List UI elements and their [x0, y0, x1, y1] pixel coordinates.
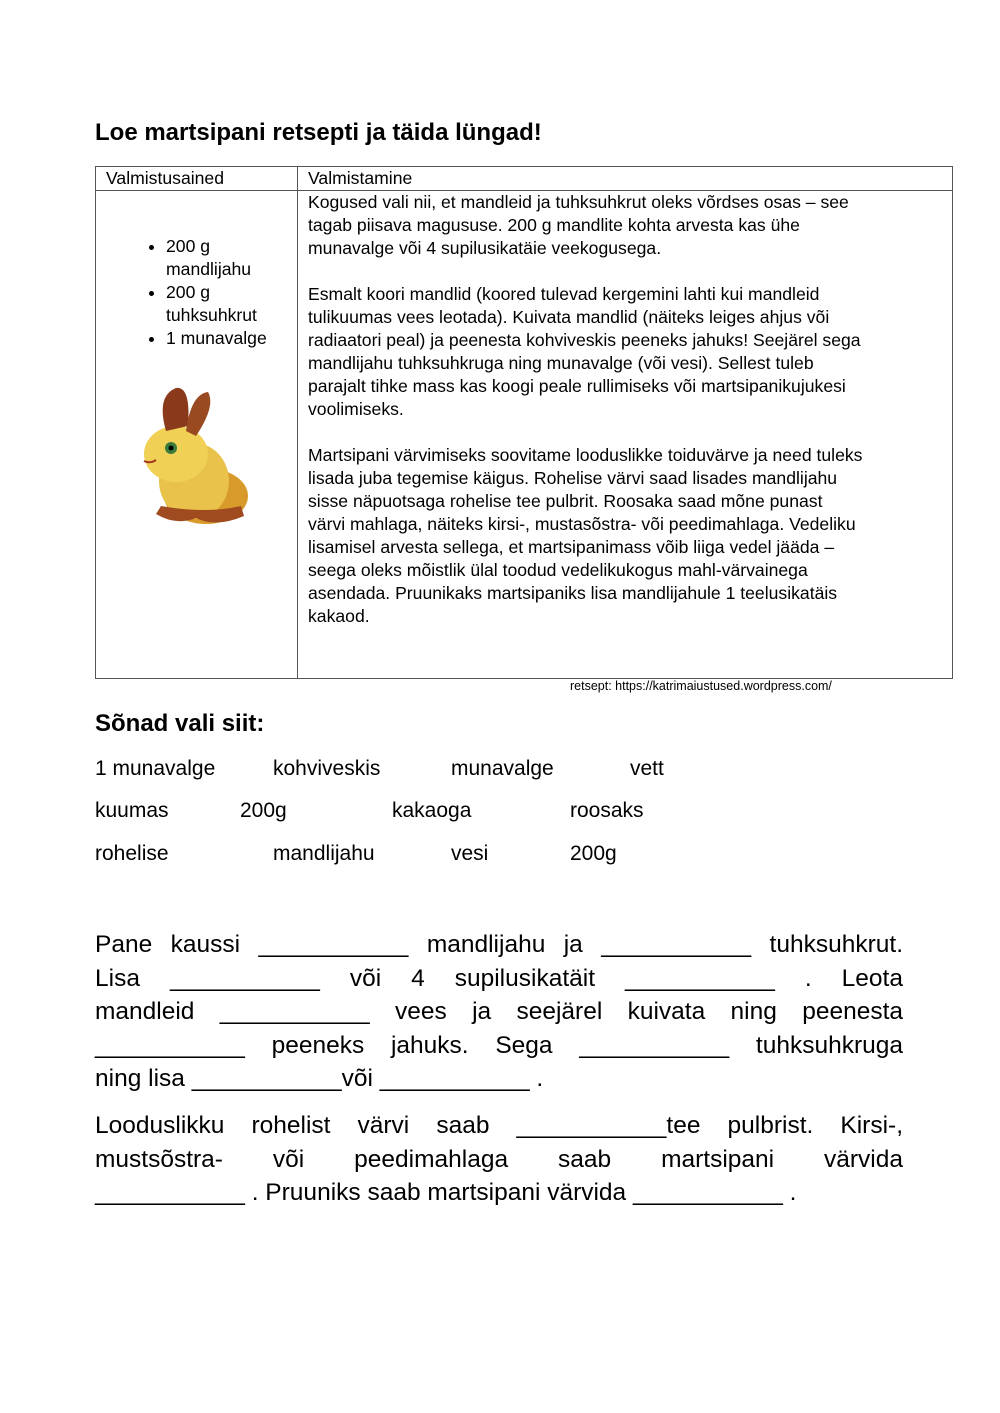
- exercise-text: . Leota: [774, 964, 903, 992]
- word-bank-item: kohviveskis: [273, 757, 381, 780]
- ingredients-list: [106, 235, 297, 350]
- word-bank-item: kuumas: [95, 799, 169, 822]
- word-bank-item: 200g: [240, 799, 287, 822]
- exercise-line: [95, 1176, 903, 1210]
- ingredient-item: [166, 281, 297, 327]
- exercise-text: mandleid: [95, 998, 220, 1026]
- exercise-paragraph-2: [95, 1109, 903, 1210]
- word-bank-heading: Sõnad vali siit:: [95, 710, 265, 737]
- preparation-line: tagab piisava magususe. 200 g mandlite kohta arvesta kas ühe: [308, 215, 800, 235]
- preparation-line: munavalge või 4 supilusikatäie veekogusega.: [308, 238, 662, 258]
- exercise-line: [95, 1029, 903, 1063]
- ingredient-line: • 200 g: [166, 282, 211, 302]
- preparation-paragraph: [308, 283, 952, 421]
- word-bank-item: kakaoga: [392, 799, 472, 822]
- header-preparation: Valmistamine: [298, 167, 953, 191]
- answer-blank[interactable]: ___________: [579, 1031, 730, 1059]
- preparation-line: Esmalt koori mandlid (koored tulevad kergemini lahti kui mandleid: [308, 284, 820, 304]
- preparation-line: radiaatori peal) ja peenesta kohviveskis peeneks jahuks! Seejärel sega: [308, 330, 861, 350]
- exercise-line: [95, 1062, 903, 1096]
- preparation-paragraph: [308, 191, 952, 260]
- preparation-paragraph: [308, 444, 952, 628]
- exercise-text: või 4 supilusikatäit: [319, 964, 625, 992]
- word-bank-item: 200g: [570, 842, 617, 865]
- exercise-text: tuhksuhkruga: [729, 1031, 903, 1059]
- exercise-text: Looduslikku rohelist värvi saab: [95, 1112, 517, 1139]
- preparation-line: parajalt tihke mass kas koogi peale rullimiseks või martsipanikujukesi: [308, 376, 846, 396]
- answer-blank[interactable]: ___________: [95, 1031, 245, 1059]
- recipe-source: retsept: https://katrimaiustused.wordpress.com/: [570, 679, 832, 693]
- word-bank-item: munavalge: [451, 757, 554, 780]
- word-bank-item: rohelise: [95, 842, 169, 865]
- exercise-text: peeneks jahuks. Sega: [244, 1031, 580, 1059]
- preparation-line: asendada. Pruunikaks martsipaniks lisa mandlijahule 1 teelusikatäis: [308, 583, 838, 603]
- exercise-text: mustsõstra- või peedimahlaga saab martsipani värvida: [95, 1145, 903, 1173]
- preparation-line: seega oleks mõistlik ülal toodud vedelikukogus mahl-värvainega: [308, 560, 808, 580]
- preparation-line: mandlijahu tuhksuhkruga ning munavalge (või vesi). Sellest tuleb: [308, 353, 814, 373]
- exercise-text: ning lisa: [95, 1065, 192, 1093]
- ingredient-line: • 200 g: [166, 236, 211, 256]
- answer-blank[interactable]: ___________: [601, 931, 752, 958]
- ingredient-item: [166, 327, 297, 350]
- header-ingredients: Valmistusained: [96, 167, 298, 191]
- ingredient-line: mandlijahu: [166, 259, 252, 279]
- ingredient-item: [166, 235, 297, 281]
- preparation-line: Martsipani värvimiseks soovitame looduslikke toiduvärve ja need tuleks: [308, 445, 863, 465]
- exercise-line: [95, 962, 903, 996]
- word-bank-item: 1 munavalge: [95, 757, 216, 780]
- answer-blank[interactable]: ___________: [219, 998, 370, 1026]
- preparation-line: värvi mahlaga, näiteks kirsi-, mustasõstra- või peedimahlaga. Vedeliku: [308, 514, 856, 534]
- ingredients-cell: [96, 191, 298, 679]
- exercise-text: vees ja seejärel kuivata ning peenesta: [369, 998, 904, 1026]
- word-bank-item: roosaks: [570, 799, 644, 822]
- ingredient-line: • 1 munavalge: [166, 328, 267, 348]
- exercise-text: .: [782, 1179, 797, 1207]
- word-bank-item: vesi: [451, 842, 489, 865]
- preparation-line: sisse näpuotsaga rohelise tee pulbrit. Roosaka saad mõne punast: [308, 491, 823, 511]
- exercise-text: või: [341, 1065, 380, 1093]
- word-bank-item: vett: [630, 757, 664, 780]
- exercise-text: tuhksuhkrut.: [751, 931, 904, 958]
- preparation-cell: [298, 191, 953, 679]
- answer-blank[interactable]: ___________: [191, 1065, 342, 1093]
- exercise-paragraph-1: [95, 928, 903, 1096]
- preparation-line: lisamisel arvesta sellega, et martsipanimass võib liiga vedel jääda –: [308, 537, 835, 557]
- preparation-line: tulikuumas vees leotada). Kuivata mandlid (näiteks leiges ahjus või: [308, 307, 830, 327]
- answer-blank[interactable]: ___________: [625, 964, 775, 992]
- exercise-text: . Pruuniks saab martsipani värvida: [244, 1179, 633, 1207]
- answer-blank[interactable]: ___________: [95, 1179, 245, 1207]
- answer-blank[interactable]: ___________: [169, 964, 320, 992]
- page-title: Loe martsipani retsepti ja täida lüngad!: [95, 119, 542, 146]
- preparation-line: kakaod.: [308, 606, 370, 626]
- exercise-line: [95, 1109, 903, 1143]
- preparation-line: voolimiseks.: [308, 399, 404, 419]
- exercise-text: tee pulbrist. Kirsi-,: [666, 1112, 903, 1139]
- answer-blank[interactable]: ___________: [632, 1179, 783, 1207]
- word-bank-item: mandlijahu: [273, 842, 375, 865]
- ingredient-line: tuhksuhkrut: [166, 305, 257, 325]
- answer-blank[interactable]: ___________: [379, 1065, 530, 1093]
- answer-blank[interactable]: ___________: [258, 931, 409, 958]
- exercise-line: [95, 1143, 903, 1177]
- preparation-line: lisada juba tegemise käigus. Rohelise värvi saad lisades mandlijahu: [308, 468, 838, 488]
- exercise-text: .: [529, 1065, 544, 1093]
- exercise-line: [95, 995, 903, 1029]
- exercise-text: Lisa: [95, 964, 170, 992]
- preparation-line: Kogused vali nii, et mandleid ja tuhksuhkrut oleks võrdses osas – see: [308, 192, 849, 212]
- answer-blank[interactable]: ___________: [516, 1112, 667, 1139]
- exercise-line: [95, 928, 903, 962]
- recipe-table: [95, 166, 953, 679]
- exercise-text: mandlijahu ja: [408, 931, 602, 958]
- marzipan-bunny-image: [136, 386, 297, 533]
- exercise-text: Pane kaussi: [95, 931, 259, 958]
